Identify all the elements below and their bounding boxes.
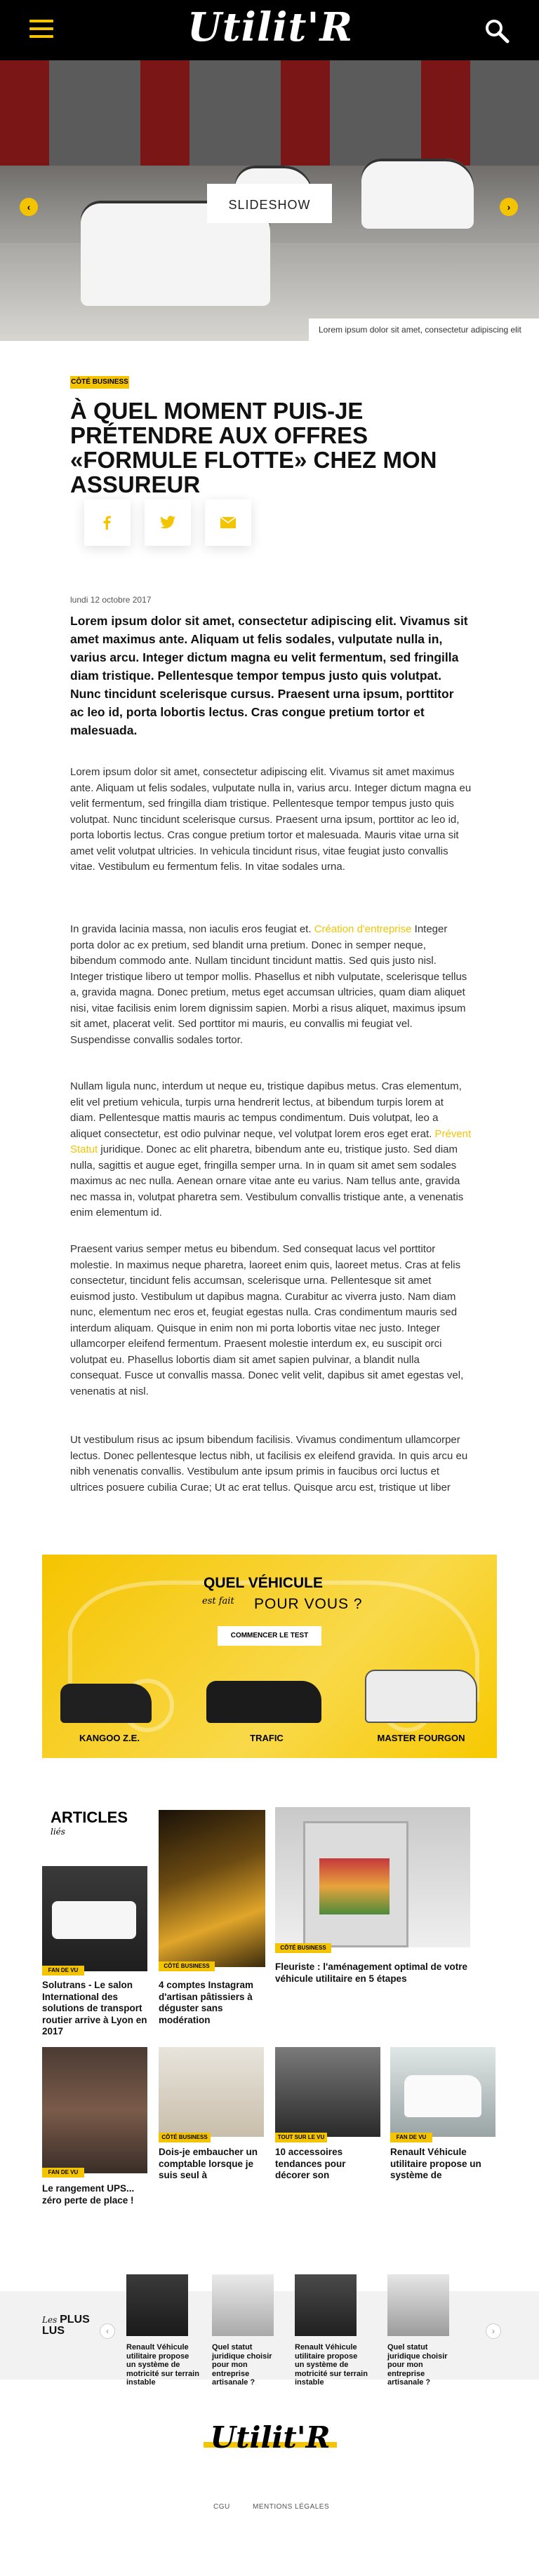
promo-title: QUEL VÉHICULE <box>204 1575 323 1591</box>
article-title[interactable]: Le rangement UPS... zéro perte de place ! <box>42 2183 135 2206</box>
related-heading: ARTICLES <box>51 1809 128 1826</box>
slide-next-icon[interactable]: › <box>500 198 518 216</box>
most-read-plus: PLUS <box>60 2314 90 2326</box>
article-image[interactable] <box>159 2047 264 2137</box>
article-paragraph: Lorem ipsum dolor sit amet, consectetur adipiscing elit. Vivamus sit amet maximus ante. Aliquam ut felis sodales, vulputate nulla in, varius arcu. Integer dictum magna eu velit fermentum, sed fringilla diam tristique. Pellentesque tempor tempus justo quis volutpat. Nunc tincidunt scelerisque cursus. Praesent urna ipsum, porttitor ac leo id, porta lobortis lectus. Cras congue pretium tortor et malesuada. Mauris vitae urna sit amet velit volutpat ultricies. In vehicula tincidunt risus, vitae feugiat justo convallis vitae. Vestibulum eu fermentum felis. In vitae sodales urna. <box>70 766 472 873</box>
trafic-image[interactable] <box>206 1681 321 1723</box>
article-title[interactable]: Renault Véhicule utilitaire propose un système de <box>390 2147 481 2180</box>
footer-logo-text: Utilit'R <box>210 2420 331 2455</box>
most-read-title[interactable]: Quel statut juridique choisir pour mon entreprise artisanale ? <box>387 2343 448 2387</box>
site-logo[interactable]: Utilit'R <box>187 4 354 51</box>
most-read-image[interactable] <box>387 2274 449 2336</box>
open-van-image <box>303 1821 408 1947</box>
creation-entreprise-link[interactable]: Création d'entreprise <box>314 923 412 935</box>
hero-van-image <box>361 159 474 229</box>
article-date: lundi 12 octobre 2017 <box>70 595 152 605</box>
article-title[interactable]: 4 comptes Instagram d'artisan pâtissiers à déguster sans modération <box>159 1980 254 2025</box>
paragraph-text: juridique. Donec ac elit pharetra, bibendum ante eu, tristique justo. Sed diam nulla, sagittis et augue eget, fringilla semper urna. In in quam sit amet sem sodales maximus ac nec nulla. Aenean ornare vitae ante eu varius. Nam tellus ante, gravida nec massa in, volutpat pharetra sem. Vestibulum convallis tristique ante, a venenatis enim elementum id. <box>70 1143 464 1219</box>
article-image[interactable] <box>390 2047 495 2137</box>
most-read-image[interactable] <box>295 2274 357 2336</box>
category-badge[interactable]: FAN DE VU <box>42 2168 84 2178</box>
vehicle-label-master[interactable]: MASTER FOURGON <box>377 1733 465 1743</box>
article-title[interactable]: Solutrans - Le salon International des solutions de transport routier arrive à Lyon en 2017 <box>42 1980 147 2037</box>
article-image[interactable] <box>159 1810 265 1967</box>
article-image[interactable] <box>42 1866 147 1971</box>
article-title[interactable]: 10 accessoires tendances pour décorer son <box>275 2147 346 2180</box>
most-read-title[interactable]: Renault Véhicule utilitaire propose un système de motricité sur terrain instable <box>295 2343 368 2387</box>
master-image[interactable] <box>365 1670 477 1723</box>
most-read-next-icon[interactable]: › <box>486 2323 501 2339</box>
article-paragraph <box>70 1079 472 1221</box>
most-read-image[interactable] <box>212 2274 274 2336</box>
site-header <box>0 0 539 60</box>
article-paragraph <box>70 922 472 1048</box>
footer-logo[interactable] <box>204 2420 337 2455</box>
mail-share-button[interactable] <box>205 499 251 546</box>
most-read-prev-icon[interactable]: ‹ <box>100 2323 115 2339</box>
cgu-link[interactable]: CGU <box>213 2503 230 2511</box>
most-read-script-text: Les <box>42 2315 58 2325</box>
slide-prev-icon[interactable]: ‹ <box>20 198 38 216</box>
vehicle-label-trafic[interactable]: TRAFIC <box>250 1733 284 1743</box>
article-paragraph: Ut vestibulum risus ac ipsum bibendum facilisis. Vivamus condimentum ullamcorper lectus. Donec pellentesque lectus nibh, ut facilisis ex eleifend gravida. In quis arcu eu nibh venenatis convallis. Vestibulum ante ipsum primis in faucibus orci luctus et ultrices posuere cubilia Curae; Ut ac erat tellus. Quisque arcu est, tristique ut liber <box>70 1434 468 1494</box>
category-badge[interactable]: TOUT SUR LE VU <box>275 2133 327 2142</box>
facebook-share-button[interactable] <box>84 499 131 546</box>
paragraph-text: Integer porta dolor ac ex pretium, sed blandit urna pretium. Donec in semper neque, bibendum commodo ante. Nullam tincidunt tincidunt mattis. Sed quis justo nisl. Integer tristique libero ut tempor mollis. Phasellus et nibh vulputate, scelerisque tellus a, gravida magna. Donec pretium, metus eget accumsan ultricies, quam diam aliquet nisi, vitae facilisis enim lorem dignissim sapien. Morbi a risus aliquet, maximus ipsum sit amet, placerat velit. Sed porttitor mi mauris, eu convallis mi feugiat vel. Suspendisse convallis sodales tortor. <box>70 923 467 1046</box>
search-icon[interactable] <box>484 18 510 43</box>
hero-caption: Lorem ipsum dolor sit amet, consectetur adipiscing elit <box>309 318 539 341</box>
most-read-title[interactable]: Renault Véhicule utilitaire propose un système de motricité sur terrain instable <box>126 2343 199 2387</box>
category-badge[interactable]: CÔTÉ BUSINESS <box>70 376 129 389</box>
article-image[interactable] <box>275 2047 380 2137</box>
vehicle-label-kangoo[interactable]: KANGOO Z.E. <box>79 1733 140 1743</box>
hero-building <box>0 60 539 166</box>
category-badge[interactable]: CÔTÉ BUSINESS <box>159 2133 211 2142</box>
slideshow-button[interactable]: SLIDESHOW <box>207 184 332 223</box>
article-image[interactable] <box>275 1807 470 1947</box>
promo-subtitle-caps: POUR VOUS ? <box>254 1596 363 1612</box>
article-lead: Lorem ipsum dolor sit amet, consectetur adipiscing elit. Vivamus sit amet maximus ante. Aliquam ut felis sodales, vulputate nulla in, varius arcu. Integer dictum magna eu velit fermentum, sed fringilla diam tristique. Pellentesque tempor tempus justo quis volutpat. Nunc tincidunt scelerisque cursus. Praesent urna ipsum, porttitor ac leo id, porta lobortis lectus. Cras congue pretium tortor et malesuada. <box>70 614 468 737</box>
article-title: À QUEL MOMENT PUIS-JE PRÉTENDRE AUX OFFRES «FORMULE FLOTTE» CHEZ MON ASSUREUR <box>70 398 437 497</box>
category-badge[interactable]: FAN DE VU <box>42 1966 84 1975</box>
category-badge[interactable]: CÔTÉ BUSINESS <box>275 1943 331 1953</box>
most-read-title[interactable]: Quel statut juridique choisir pour mon entreprise artisanale ? <box>212 2343 272 2387</box>
mail-icon <box>220 517 236 528</box>
twitter-icon <box>159 515 176 530</box>
article-paragraph: Praesent varius semper metus eu bibendum. Sed consequat lacus vel porttitor molestie. In maximus neque pharetra, laoreet enim quis, laoreet metus. Cras at felis consectetur, tincidunt felis accumsan, scelerisque urna. Pellentesque sit amet euismod justo. Vestibulum ut dapibus magna. Curabitur ac viverra justo. Nam diam nunc, elementum nec eros et, feugiat egestas nulla. Cras condimentum mauris sed interdum aliquam. Quisque in enim non mi porta lobortis vitae nec justo. Integer ullamcorper eleifend fermentum. Praesent molestie interdum ex, eu suscipit orci volutpat eu. Phasellus lobortis diam sit amet sapien pulvinar, a blandit nulla consequat. Fusce ut convallis massa. Donec velit velit, dapibus sit amet egestas vel, venenatis at nisl. <box>70 1243 464 1397</box>
menu-icon[interactable] <box>29 20 53 38</box>
article-title[interactable]: Dois-je embaucher un comptable lorsque je suis seul à <box>159 2147 258 2180</box>
related-subheading: liés <box>51 1827 65 1837</box>
most-read-heading: LUS <box>42 2325 65 2337</box>
category-badge[interactable]: FAN DE VU <box>390 2133 432 2142</box>
category-badge[interactable]: CÔTÉ BUSINESS <box>159 1961 215 1971</box>
most-read-image[interactable] <box>126 2274 188 2336</box>
legal-link[interactable]: MENTIONS LÉGALES <box>253 2503 330 2511</box>
facebook-icon <box>100 515 115 530</box>
promo-subtitle-script: est fait <box>202 1596 234 1606</box>
prevent-statut-link[interactable]: Prévent Statut <box>70 1127 472 1155</box>
start-test-button[interactable]: COMMENCER LE TEST <box>218 1626 321 1646</box>
article-image[interactable] <box>42 2047 147 2173</box>
kangoo-image[interactable] <box>60 1684 152 1723</box>
paragraph-text: Nullam ligula nunc, interdum ut neque eu, tristique dapibus metus. Cras elementum, elit vel pretium vehicula, turpis urna hendrerit lectus, at bibendum turpis lorem at diam. Pellentesque mattis mauris ac tempus condimentum. Duis volutpat, leo a aliquet consectetur, est odio pulvinar neque, vel volutpat lorem eros eget erat. <box>70 1080 462 1140</box>
camper-image <box>52 1901 136 1939</box>
article-title[interactable]: Fleuriste : l'aménagement optimal de votre véhicule utilitaire en 5 étapes <box>275 1961 468 1984</box>
paragraph-text: In gravida lacinia massa, non iaculis eros feugiat et. <box>70 923 312 935</box>
twitter-share-button[interactable] <box>145 499 191 546</box>
van-image <box>404 2075 481 2117</box>
